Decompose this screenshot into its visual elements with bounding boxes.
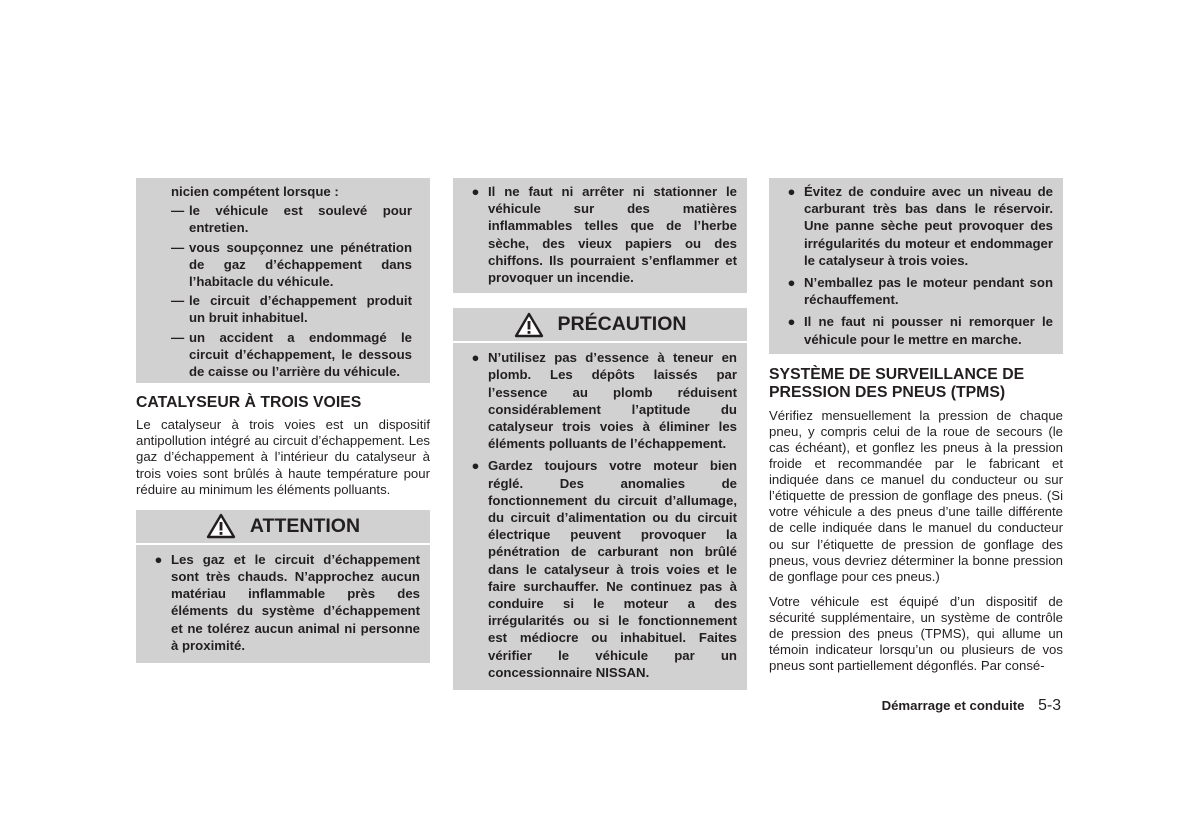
attention-title: ATTENTION — [249, 514, 361, 537]
bullet: ● — [787, 314, 796, 330]
precaution-header — [453, 308, 747, 341]
section-heading-tpms — [769, 366, 1063, 402]
warning-triangle-icon — [514, 312, 544, 338]
dash-item-text: le véhicule est soulevé pour entretien. — [189, 203, 412, 236]
dash-symbol: — — [171, 293, 185, 309]
bullet: ● — [471, 184, 480, 199]
precaution-title: PRÉCAUTION — [557, 313, 687, 336]
attention-box — [136, 510, 430, 663]
heading-line-2: PRESSION DES PNEUS (TPMS) — [769, 383, 1006, 401]
list-item-text: Gardez toujours votre moteur bien réglé. Des anomalies de fonctionnement du circuit d’allumage, du circuit d’alimentation ou du circuit électrique peuvent provoquer la pénétration de carburant non brûlé dans le catalyseur à trois voies et le faire surchauffer. Ne continuez pas à conduire si le moteur a des irrégularités ou si le fonctionnement est médiocre ou inhabituel. Faites vérifier le véhicule par un concessionnaire NISSAN. — [488, 458, 737, 680]
warning-continuation-box — [136, 178, 430, 383]
page-footer — [882, 697, 1061, 715]
list-item-text: N’emballez pas le moteur pendant son réchauffement. — [804, 275, 1053, 308]
intro-line: nicien compétent lorsque : — [171, 184, 339, 199]
dash-item-text: un accident a endommagé le circuit d’échappement, le dessous de caisse ou l’arrière du véhicule. — [189, 329, 412, 380]
warning-triangle-icon — [206, 513, 236, 539]
list-item — [779, 274, 1053, 308]
attention-body — [136, 545, 430, 663]
bullet: ● — [471, 458, 480, 474]
dash-item — [171, 202, 412, 236]
heading-line-1: SYSTÈME DE SURVEILLANCE DE — [769, 365, 1025, 383]
warning-continuation-box — [769, 178, 1063, 354]
catalyseur-paragraph: Le catalyseur à trois voies est un dispositif antipollution intégré au circuit d’échappement. Les gaz d’échappement à l’intérieur du catalyseur à trois voies sont brûlés à haute température pour réduire au minimum les éléments polluants. — [136, 417, 430, 497]
bullet: ● — [471, 350, 480, 366]
dash-item — [171, 292, 412, 326]
dash-item — [171, 239, 412, 291]
dash-item-text: le circuit d’échappement produit un bruit inhabituel. — [189, 293, 412, 326]
column-3 — [769, 178, 1063, 674]
list-item-text: Il ne faut ni pousser ni remorquer le véhicule pour le mettre en marche. — [804, 314, 1053, 347]
dash-symbol: — — [171, 203, 185, 219]
list-item-text: Évitez de conduire avec un niveau de carburant très bas dans le réservoir. Une panne sèche peut provoquer des irrégularités du moteur et endommager le catalyseur à trois voies. — [804, 184, 1053, 268]
dash-item-text: vous soupçonnez une pénétration de gaz d’échappement dans l’habitacle du véhicule. — [189, 239, 412, 290]
list-item-text: Il ne faut ni arrêter ni stationner le véhicule sur des matières inflammables telles que de l’herbe sèche, des vieux papiers ou des chiffons. Ils pourraient s’enflammer et provoquer un incendie. — [488, 184, 737, 286]
section-heading-catalyseur: CATALYSEUR À TROIS VOIES — [136, 394, 362, 412]
bullet: ● — [787, 275, 796, 291]
tpms-paragraph-1: Vérifiez mensuellement la pression de chaque pneu, y compris celui de la roue de secours (le cas échéant), et gonflez les pneus à la pression froide et recommandée par le fabricant et indiquée dans ce manuel du conducteur ou sur l’étiquette de pression de gonflage des pneus. (Si votre véhicule a des pneus d’une taille différente de celle indiquée dans le manuel du conducteur ou sur l’étiquette de pression de gonflage des pneus, vous devriez déterminer la bonne pression de gonflage pour ces pneus.) — [769, 407, 1063, 584]
precaution-body — [453, 343, 747, 690]
list-item-text: N’utilisez pas d’essence à teneur en plomb. Les dépôts laissés par l’essence au plomb réduisent considérablement l’aptitude du catalyseur trois voies à éliminer les éléments polluants de l’échappement. — [488, 350, 737, 452]
list-item — [779, 183, 1053, 269]
column-1 — [136, 178, 430, 663]
bullet: ● — [154, 551, 163, 567]
column-2 — [453, 178, 747, 690]
list-item — [463, 457, 737, 681]
list-item — [779, 313, 1053, 347]
page-number: 5-3 — [1038, 697, 1061, 714]
tpms-paragraph-2: Votre véhicule est équipé d’un dispositif de sécurité supplémentaire, un système de contrôle de pression des pneus (TPMS), qui allume un témoin indicateur lorsqu’un ou plusieurs de vos pneus sont partiellement dégonflés. Par consé- — [769, 593, 1063, 674]
dash-symbol: — — [171, 329, 185, 345]
list-item — [463, 183, 737, 286]
list-item-text: Les gaz et le circuit d’échappement sont très chauds. N’approchez aucun matériau inflammable près des éléments du système d’échappement et ne tolérez aucun animal ni personne à proximité. — [171, 551, 420, 653]
dash-symbol: — — [171, 239, 185, 255]
bullet: ● — [787, 184, 796, 199]
dash-item — [171, 329, 412, 381]
list-item — [146, 551, 420, 654]
list-item — [463, 349, 737, 452]
attention-header — [136, 510, 430, 543]
footer-section-title: Démarrage et conduite — [881, 698, 1025, 713]
warning-continuation-box — [453, 178, 747, 293]
precaution-box — [453, 308, 747, 690]
